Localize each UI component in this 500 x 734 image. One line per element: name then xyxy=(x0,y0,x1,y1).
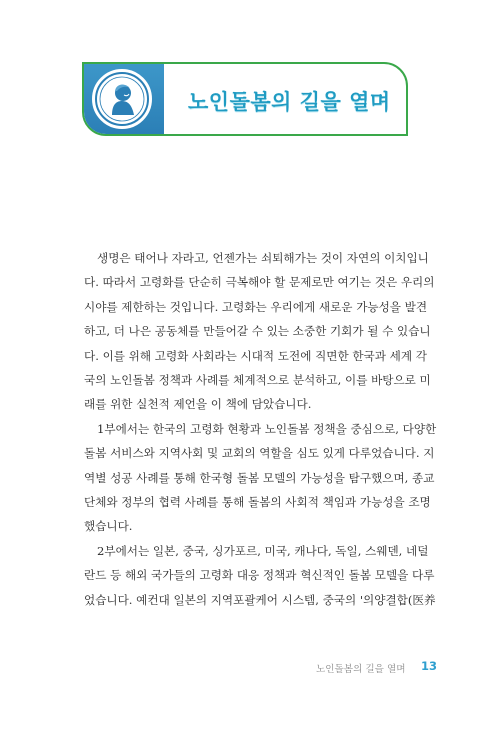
body-text xyxy=(84,246,460,612)
text-line: 다. 따라서 고령화를 단순히 극복해야 할 문제로만 여기는 것은 우리의 xyxy=(84,275,435,290)
text-line: 시야를 제한하는 것입니다. 고령화는 우리에게 새로운 가능성을 발견 xyxy=(84,299,428,314)
text-line: 역별 성공 사례를 통해 한국형 돌봄 모델의 가능성을 탐구했으며, 종교 xyxy=(84,470,435,485)
running-footer-title: 노인돌봄의 길을 열며 xyxy=(316,664,406,675)
paragraph xyxy=(84,246,460,417)
paragraph xyxy=(84,417,460,539)
text-line: 1부에서는 한국의 고령화 현황과 노인돌봄 정책을 중심으로, 다양한 xyxy=(97,421,437,436)
text-line: 었습니다. 예컨대 일본의 지역포괄케어 시스템, 중국의 '의양결합(医养 xyxy=(84,592,436,607)
text-line: 다. 이를 위해 고령화 사회라는 시대적 도전에 직면한 한국과 세계 각 xyxy=(84,348,427,363)
elder-portrait-emblem-icon xyxy=(92,69,152,129)
text-line: 래를 위한 실천적 제언을 이 책에 담았습니다. xyxy=(84,397,312,412)
text-line: 했습니다. xyxy=(84,519,133,534)
text-line: 국의 노인돌봄 정책과 사례를 체계적으로 분석하고, 이를 바탕으로 미 xyxy=(84,373,431,388)
text-line: 단체와 정부의 협력 사례를 통해 돌봄의 사회적 책임과 가능성을 조명 xyxy=(84,495,431,510)
text-line: 란드 등 해외 국가들의 고령화 대응 정책과 혁신적인 돌봄 모델을 다루 xyxy=(84,568,435,583)
banner-emblem-panel xyxy=(84,64,164,134)
text-line: 2부에서는 일본, 중국, 싱가포르, 미국, 캐나다, 독일, 스웨덴, 네덜 xyxy=(97,543,429,558)
text-line: 돌봄 서비스와 지역사회 및 교회의 역할을 심도 있게 다루었습니다. 지 xyxy=(84,446,435,461)
page-number: 13 xyxy=(421,659,438,673)
text-line: 생명은 태어나 자라고, 언젠가는 쇠퇴해가는 것이 자연의 이치입니 xyxy=(97,251,429,265)
chapter-title: 노인돌봄의 길을 열며 xyxy=(188,90,391,114)
chapter-banner xyxy=(82,62,408,136)
text-line: 하고, 더 나은 공동체를 만들어갈 수 있는 소중한 기회가 될 수 있습니 xyxy=(84,324,431,339)
paragraph xyxy=(84,539,460,612)
